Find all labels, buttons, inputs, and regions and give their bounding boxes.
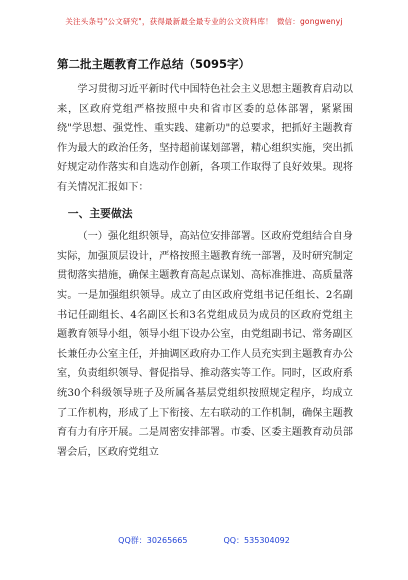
section-heading: 一、主要做法 — [67, 206, 133, 220]
intro-paragraph: 学习贯彻习近平新时代中国特色社会主义思想主题教育启动以来，区政府党组严格按照中央和省市区委的总体部署，紧紧围绕"学思想、强党性、重实践、建新功"的总要求，把抓好主题教育作为最大的政治任务，坚持超前谋划部署，精心组织实施，突出抓好规定动作落实和自选动作创新，各项工作取得了良好效果。现将有关情况汇报如下： — [57, 84, 353, 193]
document-body — [57, 80, 353, 462]
bottom-banner — [0, 535, 408, 546]
qq-group-text: QQ群：30265665 — [118, 536, 188, 545]
section-paragraph: （一）强化组织领导，高站位安排部署。区政府党组结合自身实际，加强顶层设计，严格按照主题教育统一部署，及时研究制定贯彻落实措施，确保主题教育高起点谋划、高标准推进、高质量落实。一是加强组织领导。成立了由区政府党组书记任组长、2名副书记任副组长、4名副区长和3名党组成员为成员的区政府党组主题教育领导小组，领导小组下设办公室，由党组副书记、常务副区长兼任办公室主任，并抽调区政府办工作人员充实到主题教育办公室，负责组织领导、督促指导、推动落实等工作。同时，区政府系统30个科级领导班子及所属各基层党组织按照规定程序，均成立了工作机构，形成了上下衔接、左右联动的工作机制，确保主题教育有力有序开展。二是周密安排部署。市委、区委主题教育动员部署会后，区政府党组立 — [57, 231, 353, 458]
banner-promo-text: 关注头条号"公文研究"，获得最新最全最专业的公文资料库！ — [65, 17, 273, 26]
top-banner — [0, 16, 408, 27]
banner-wechat-text: 微信：gongwenyj — [276, 17, 343, 26]
qq-text: QQ：535304092 — [223, 536, 290, 545]
document-title: 第二批主题教育工作总结（5095字） — [57, 57, 251, 71]
